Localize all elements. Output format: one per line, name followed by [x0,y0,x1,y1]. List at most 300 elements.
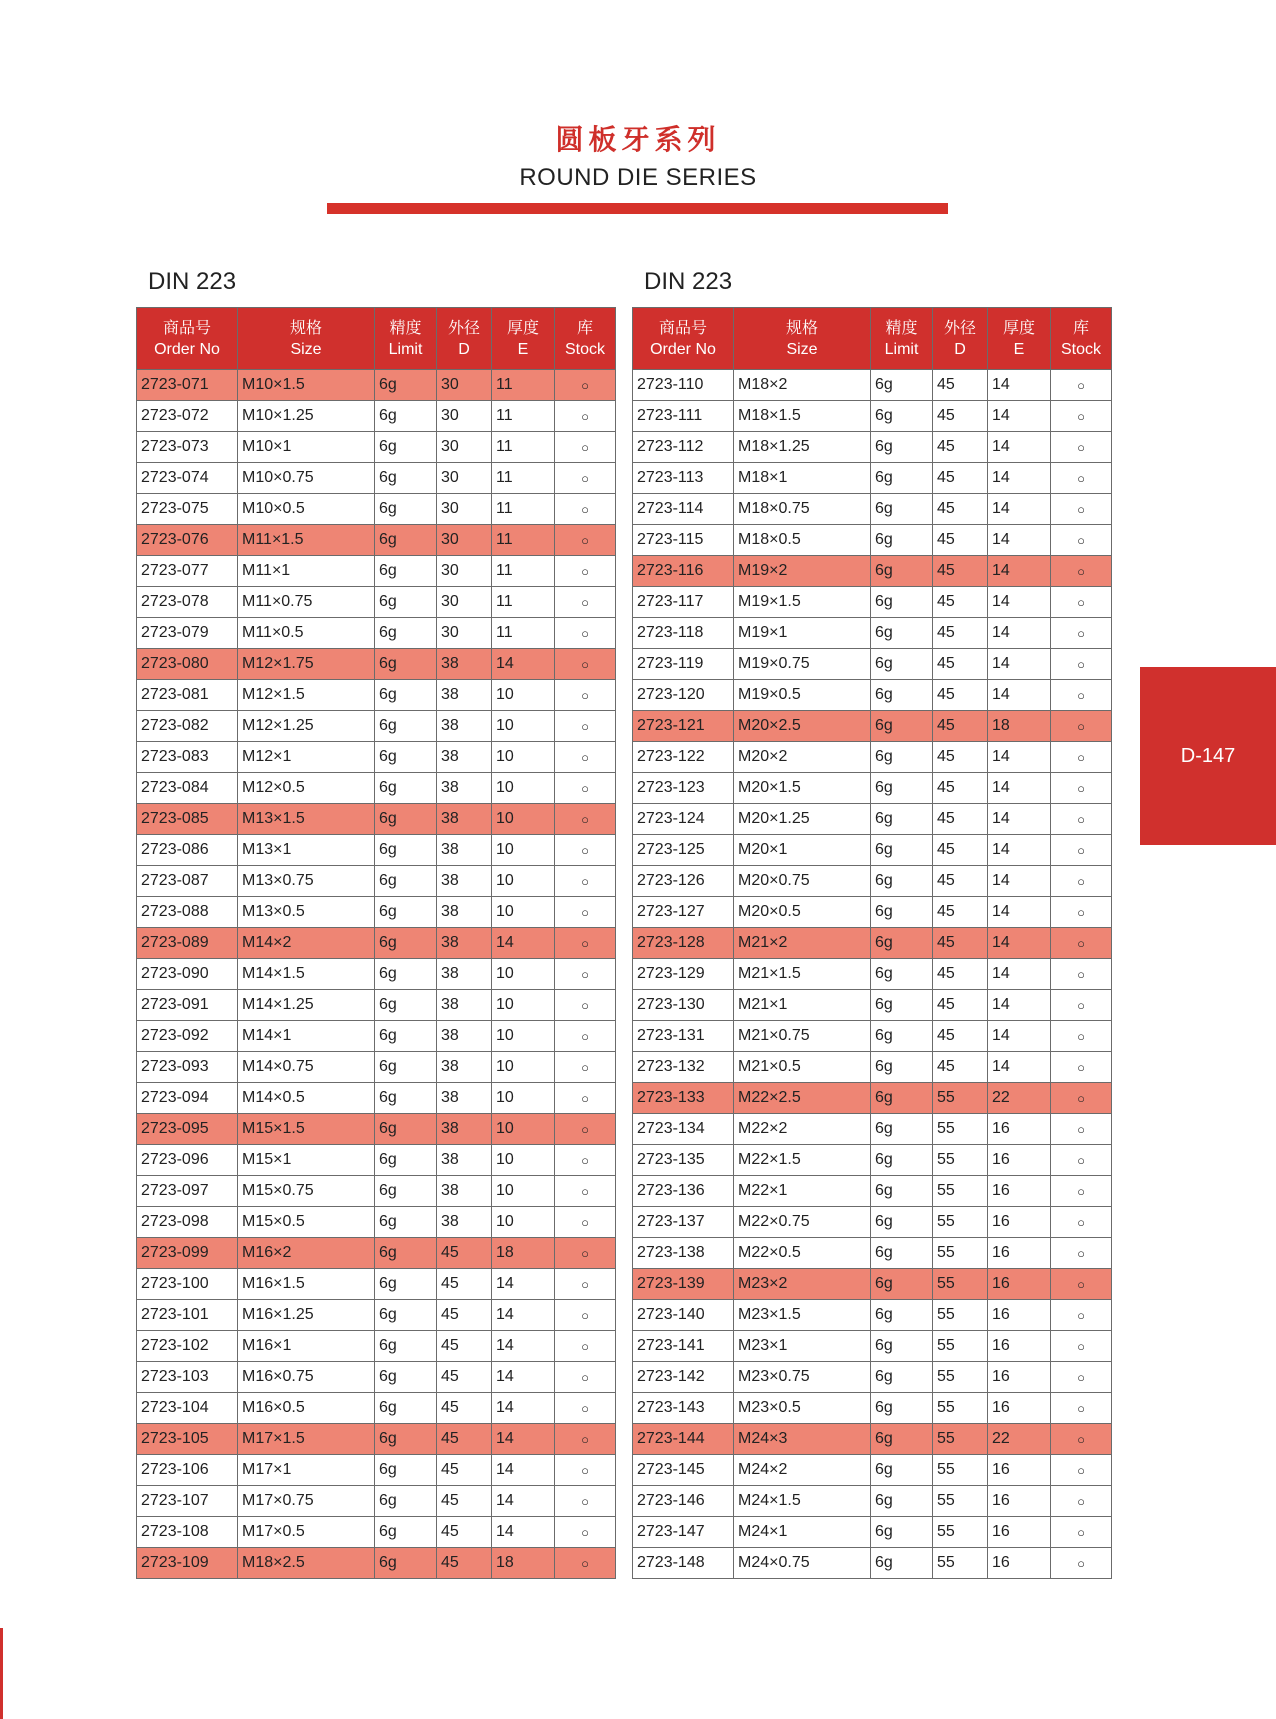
table-row [137,804,616,835]
thickness-cell: 16 [988,1455,1051,1486]
table-row [137,959,616,990]
size-cell: M16×0.75 [238,1362,375,1393]
thickness-cell: 14 [492,928,555,959]
limit-cell: 6g [375,1393,437,1424]
outer-diameter-cell: 38 [437,742,492,773]
order-no-cell: 2723-116 [633,556,734,587]
outer-diameter-cell: 45 [437,1362,492,1393]
size-cell: M11×1.5 [238,525,375,556]
outer-diameter-cell: 38 [437,1114,492,1145]
size-cell: M20×1.5 [734,773,871,804]
thickness-cell: 10 [492,835,555,866]
size-cell: M19×1.5 [734,587,871,618]
size-cell: M12×1.25 [238,711,375,742]
outer-diameter-cell: 45 [437,1548,492,1579]
limit-cell: 6g [871,1238,933,1269]
limit-cell: 6g [871,649,933,680]
size-cell: M12×1 [238,742,375,773]
outer-diameter-cell: 30 [437,618,492,649]
order-no-cell: 2723-082 [137,711,238,742]
size-cell: M11×0.5 [238,618,375,649]
thickness-cell: 16 [988,1145,1051,1176]
stock-cell: ○ [555,1269,616,1300]
outer-diameter-cell: 55 [933,1362,988,1393]
stock-cell: ○ [1051,1176,1112,1207]
stock-header [1051,308,1112,370]
table-row [137,773,616,804]
stock-cell: ○ [555,401,616,432]
order-no-cell: 2723-129 [633,959,734,990]
stock-cell: ○ [555,1486,616,1517]
order-no-cell: 2723-108 [137,1517,238,1548]
outer-diameter-cell: 38 [437,711,492,742]
stock-cell: ○ [1051,432,1112,463]
stock-cell: ○ [1051,587,1112,618]
limit-cell: 6g [871,990,933,1021]
table-row [137,1362,616,1393]
size-cell: M21×0.5 [734,1052,871,1083]
size-cell: M19×2 [734,556,871,587]
limit-cell: 6g [871,1207,933,1238]
size-cell: M17×0.5 [238,1517,375,1548]
right-spec-table [632,307,1112,1579]
order-no-cell: 2723-102 [137,1331,238,1362]
size-cell: M21×1.5 [734,959,871,990]
size-cell: M18×2.5 [238,1548,375,1579]
size-cell: M24×1.5 [734,1486,871,1517]
thickness-cell: 14 [988,866,1051,897]
outer-diameter-cell: 55 [933,1207,988,1238]
order-no-cell: 2723-119 [633,649,734,680]
thickness-cell: 14 [988,928,1051,959]
table-header-row [633,308,1112,370]
table-row [137,370,616,401]
thickness-cell: 14 [988,525,1051,556]
outer-diameter-cell: 38 [437,1083,492,1114]
table-row [633,1083,1112,1114]
thickness-cell: 16 [988,1393,1051,1424]
stock-cell: ○ [1051,1455,1112,1486]
order-no-cell: 2723-081 [137,680,238,711]
size-cell: M13×0.5 [238,897,375,928]
table-row [137,1021,616,1052]
limit-cell: 6g [375,1052,437,1083]
thickness-cell: 11 [492,463,555,494]
size-cell: M14×1.5 [238,959,375,990]
stock-cell: ○ [555,1548,616,1579]
size-cell: M16×1.5 [238,1269,375,1300]
stock-cell: ○ [555,1021,616,1052]
stock-cell: ○ [1051,835,1112,866]
left-spec-table [136,307,616,1579]
stock-cell: ○ [555,1176,616,1207]
stock-cell: ○ [555,928,616,959]
table-row [633,556,1112,587]
stock-cell: ○ [1051,742,1112,773]
stock-cell: ○ [1051,618,1112,649]
outer-diameter-cell: 30 [437,587,492,618]
outer-diameter-cell: 45 [933,649,988,680]
table-row [633,1238,1112,1269]
order-no-cell: 2723-127 [633,897,734,928]
order-no-cell: 2723-084 [137,773,238,804]
table-row [137,742,616,773]
stock-cell: ○ [555,649,616,680]
thickness-cell: 16 [988,1548,1051,1579]
table-row [633,1548,1112,1579]
table-row [633,1269,1112,1300]
thickness-cell: 10 [492,1083,555,1114]
order-no-cell: 2723-071 [137,370,238,401]
limit-cell: 6g [375,742,437,773]
table-row [137,1455,616,1486]
order-no-cell: 2723-115 [633,525,734,556]
d-header [437,308,492,370]
thickness-cell: 14 [988,897,1051,928]
outer-diameter-cell: 38 [437,649,492,680]
limit-cell: 6g [375,990,437,1021]
left-table-label: DIN 223 [148,268,237,295]
table-row [137,649,616,680]
limit-cell: 6g [871,1393,933,1424]
order-no-cell: 2723-088 [137,897,238,928]
limit-cell: 6g [375,866,437,897]
size-cell: M18×2 [734,370,871,401]
outer-diameter-cell: 45 [437,1269,492,1300]
limit-cell: 6g [375,1548,437,1579]
outer-diameter-cell: 45 [933,370,988,401]
order-no-cell: 2723-135 [633,1145,734,1176]
thickness-cell: 16 [988,1331,1051,1362]
stock-cell: ○ [555,618,616,649]
table-row [137,1331,616,1362]
order-no-cell: 2723-130 [633,990,734,1021]
order-no-cell: 2723-080 [137,649,238,680]
limit-cell: 6g [871,711,933,742]
order-no-cell: 2723-146 [633,1486,734,1517]
thickness-cell: 10 [492,804,555,835]
order-no-cell: 2723-110 [633,370,734,401]
thickness-cell: 10 [492,773,555,804]
table-row [137,835,616,866]
table-row [633,587,1112,618]
stock-cell: ○ [555,587,616,618]
outer-diameter-cell: 38 [437,959,492,990]
size-cell: M16×1 [238,1331,375,1362]
table-row [137,1424,616,1455]
stock-cell: ○ [1051,649,1112,680]
order-no-cell: 2723-143 [633,1393,734,1424]
table-row [137,1114,616,1145]
table-row [137,618,616,649]
table-row [633,1331,1112,1362]
size-cell: M20×0.5 [734,897,871,928]
limit-cell: 6g [375,1424,437,1455]
header-label-cn: 商品号 [162,319,211,337]
stock-cell: ○ [1051,1393,1112,1424]
size-cell: M24×2 [734,1455,871,1486]
stock-cell: ○ [1051,897,1112,928]
table-row [633,835,1112,866]
outer-diameter-cell: 55 [933,1517,988,1548]
thickness-cell: 14 [988,680,1051,711]
stock-cell: ○ [1051,1424,1112,1455]
outer-diameter-cell: 55 [933,1269,988,1300]
limit-cell: 6g [871,1548,933,1579]
stock-cell: ○ [1051,401,1112,432]
size-cell: M18×1.5 [734,401,871,432]
limit-cell: 6g [871,370,933,401]
stock-cell: ○ [1051,773,1112,804]
limit-cell: 6g [375,1238,437,1269]
table-row [633,1145,1112,1176]
stock-cell: ○ [1051,1021,1112,1052]
stock-cell: ○ [555,1362,616,1393]
thickness-cell: 14 [492,649,555,680]
header-label-en: Limit [884,340,919,358]
limit-cell: 6g [871,1269,933,1300]
thickness-cell: 16 [988,1238,1051,1269]
limit-cell: 6g [375,1331,437,1362]
size-cell: M11×0.75 [238,587,375,618]
outer-diameter-cell: 30 [437,370,492,401]
order-no-cell: 2723-074 [137,463,238,494]
order-no-cell: 2723-096 [137,1145,238,1176]
thickness-cell: 14 [492,1300,555,1331]
outer-diameter-cell: 55 [933,1548,988,1579]
stock-cell: ○ [555,525,616,556]
size-cell: M13×1 [238,835,375,866]
order-no-cell: 2723-091 [137,990,238,1021]
size-cell: M15×0.5 [238,1207,375,1238]
table-row [633,370,1112,401]
size-cell: M15×0.75 [238,1176,375,1207]
outer-diameter-cell: 38 [437,1145,492,1176]
header-label-cn: 厚度 [506,319,539,337]
limit-cell: 6g [871,494,933,525]
limit-cell: 6g [375,1021,437,1052]
size-cell: M21×1 [734,990,871,1021]
limit-cell: 6g [375,1083,437,1114]
outer-diameter-cell: 45 [933,587,988,618]
order-no-cell: 2723-124 [633,804,734,835]
order-no-cell: 2723-113 [633,463,734,494]
outer-diameter-cell: 38 [437,1176,492,1207]
limit-cell: 6g [871,587,933,618]
outer-diameter-cell: 38 [437,990,492,1021]
outer-diameter-cell: 38 [437,897,492,928]
order-no-header [633,308,734,370]
order-no-cell: 2723-117 [633,587,734,618]
outer-diameter-cell: 30 [437,432,492,463]
size-cell: M10×0.5 [238,494,375,525]
size-cell: M13×1.5 [238,804,375,835]
size-cell: M20×2.5 [734,711,871,742]
table-row [137,494,616,525]
thickness-cell: 14 [988,990,1051,1021]
outer-diameter-cell: 45 [437,1300,492,1331]
limit-cell: 6g [871,1455,933,1486]
table-row [633,1021,1112,1052]
stock-cell: ○ [1051,1300,1112,1331]
table-row [633,432,1112,463]
order-no-cell: 2723-094 [137,1083,238,1114]
thickness-cell: 16 [988,1114,1051,1145]
order-no-cell: 2723-111 [633,401,734,432]
stock-cell: ○ [1051,1145,1112,1176]
header-label-cn: 库 [1072,319,1089,337]
size-cell: M14×0.75 [238,1052,375,1083]
size-cell: M17×1 [238,1455,375,1486]
thickness-cell: 10 [492,680,555,711]
limit-cell: 6g [871,1517,933,1548]
size-cell: M16×1.25 [238,1300,375,1331]
limit-cell: 6g [375,525,437,556]
size-cell: M17×1.5 [238,1424,375,1455]
limit-header [871,308,933,370]
table-row [137,1238,616,1269]
table-row [137,1176,616,1207]
thickness-cell: 11 [492,494,555,525]
limit-header [375,308,437,370]
thickness-cell: 14 [988,556,1051,587]
order-no-cell: 2723-123 [633,773,734,804]
size-cell: M14×0.5 [238,1083,375,1114]
size-cell: M22×0.75 [734,1207,871,1238]
table-row [633,773,1112,804]
outer-diameter-cell: 45 [933,432,988,463]
outer-diameter-cell: 55 [933,1083,988,1114]
outer-diameter-cell: 38 [437,1021,492,1052]
order-no-cell: 2723-120 [633,680,734,711]
stock-cell: ○ [1051,463,1112,494]
e-header [988,308,1051,370]
stock-cell: ○ [1051,1114,1112,1145]
stock-cell: ○ [555,1052,616,1083]
table-row [137,990,616,1021]
limit-cell: 6g [375,401,437,432]
limit-cell: 6g [871,1176,933,1207]
stock-cell: ○ [1051,680,1112,711]
page-title-chinese: 圆板牙系列 [555,123,721,156]
order-no-cell: 2723-095 [137,1114,238,1145]
outer-diameter-cell: 45 [437,1238,492,1269]
thickness-cell: 14 [988,432,1051,463]
size-cell: M18×1 [734,463,871,494]
table-header-row [137,308,616,370]
stock-cell: ○ [1051,494,1112,525]
stock-cell: ○ [555,680,616,711]
table-row [137,525,616,556]
outer-diameter-cell: 30 [437,463,492,494]
thickness-cell: 11 [492,618,555,649]
order-no-cell: 2723-083 [137,742,238,773]
header-label-en: Order No [650,340,716,358]
stock-cell: ○ [555,742,616,773]
size-cell: M24×1 [734,1517,871,1548]
outer-diameter-cell: 55 [933,1238,988,1269]
size-cell: M20×2 [734,742,871,773]
limit-cell: 6g [375,804,437,835]
limit-cell: 6g [871,1052,933,1083]
table-row [633,804,1112,835]
outer-diameter-cell: 38 [437,1207,492,1238]
stock-cell: ○ [1051,1486,1112,1517]
table-row [137,463,616,494]
table-row [633,680,1112,711]
limit-cell: 6g [871,773,933,804]
order-no-cell: 2723-104 [137,1393,238,1424]
outer-diameter-cell: 38 [437,773,492,804]
limit-cell: 6g [871,1362,933,1393]
stock-cell: ○ [555,1331,616,1362]
limit-cell: 6g [375,773,437,804]
thickness-cell: 10 [492,1207,555,1238]
thickness-cell: 11 [492,556,555,587]
page-title-english: ROUND DIE SERIES [519,164,757,191]
size-cell: M19×0.5 [734,680,871,711]
order-no-header [137,308,238,370]
order-no-cell: 2723-134 [633,1114,734,1145]
header-label-cn: 库 [576,319,593,337]
stock-cell: ○ [555,1424,616,1455]
stock-cell: ○ [555,1455,616,1486]
table-row [137,866,616,897]
header-label-en: E [517,340,529,358]
limit-cell: 6g [375,835,437,866]
order-no-cell: 2723-086 [137,835,238,866]
thickness-cell: 14 [492,1362,555,1393]
thickness-cell: 10 [492,866,555,897]
size-cell: M16×2 [238,1238,375,1269]
limit-cell: 6g [375,618,437,649]
stock-cell: ○ [1051,1331,1112,1362]
table-row [137,1300,616,1331]
limit-cell: 6g [871,1486,933,1517]
thickness-cell: 22 [988,1424,1051,1455]
thickness-cell: 16 [988,1300,1051,1331]
thickness-cell: 18 [492,1238,555,1269]
stock-cell: ○ [1051,1548,1112,1579]
header-label-en: Size [290,340,322,358]
thickness-cell: 14 [988,401,1051,432]
table-row [633,649,1112,680]
order-no-cell: 2723-085 [137,804,238,835]
stock-cell: ○ [555,959,616,990]
outer-diameter-cell: 45 [933,1052,988,1083]
size-cell: M10×1 [238,432,375,463]
outer-diameter-cell: 55 [933,1393,988,1424]
outer-diameter-cell: 30 [437,401,492,432]
order-no-cell: 2723-106 [137,1455,238,1486]
size-cell: M13×0.75 [238,866,375,897]
size-cell: M23×1 [734,1331,871,1362]
limit-cell: 6g [375,959,437,990]
limit-cell: 6g [871,618,933,649]
page-number-tab: D-147 [1140,667,1276,845]
order-no-cell: 2723-093 [137,1052,238,1083]
limit-cell: 6g [871,742,933,773]
size-cell: M14×1 [238,1021,375,1052]
stock-cell: ○ [1051,711,1112,742]
thickness-cell: 10 [492,1176,555,1207]
thickness-cell: 10 [492,897,555,928]
size-cell: M12×0.5 [238,773,375,804]
stock-cell: ○ [555,1145,616,1176]
size-cell: M15×1.5 [238,1114,375,1145]
order-no-cell: 2723-139 [633,1269,734,1300]
limit-cell: 6g [871,401,933,432]
